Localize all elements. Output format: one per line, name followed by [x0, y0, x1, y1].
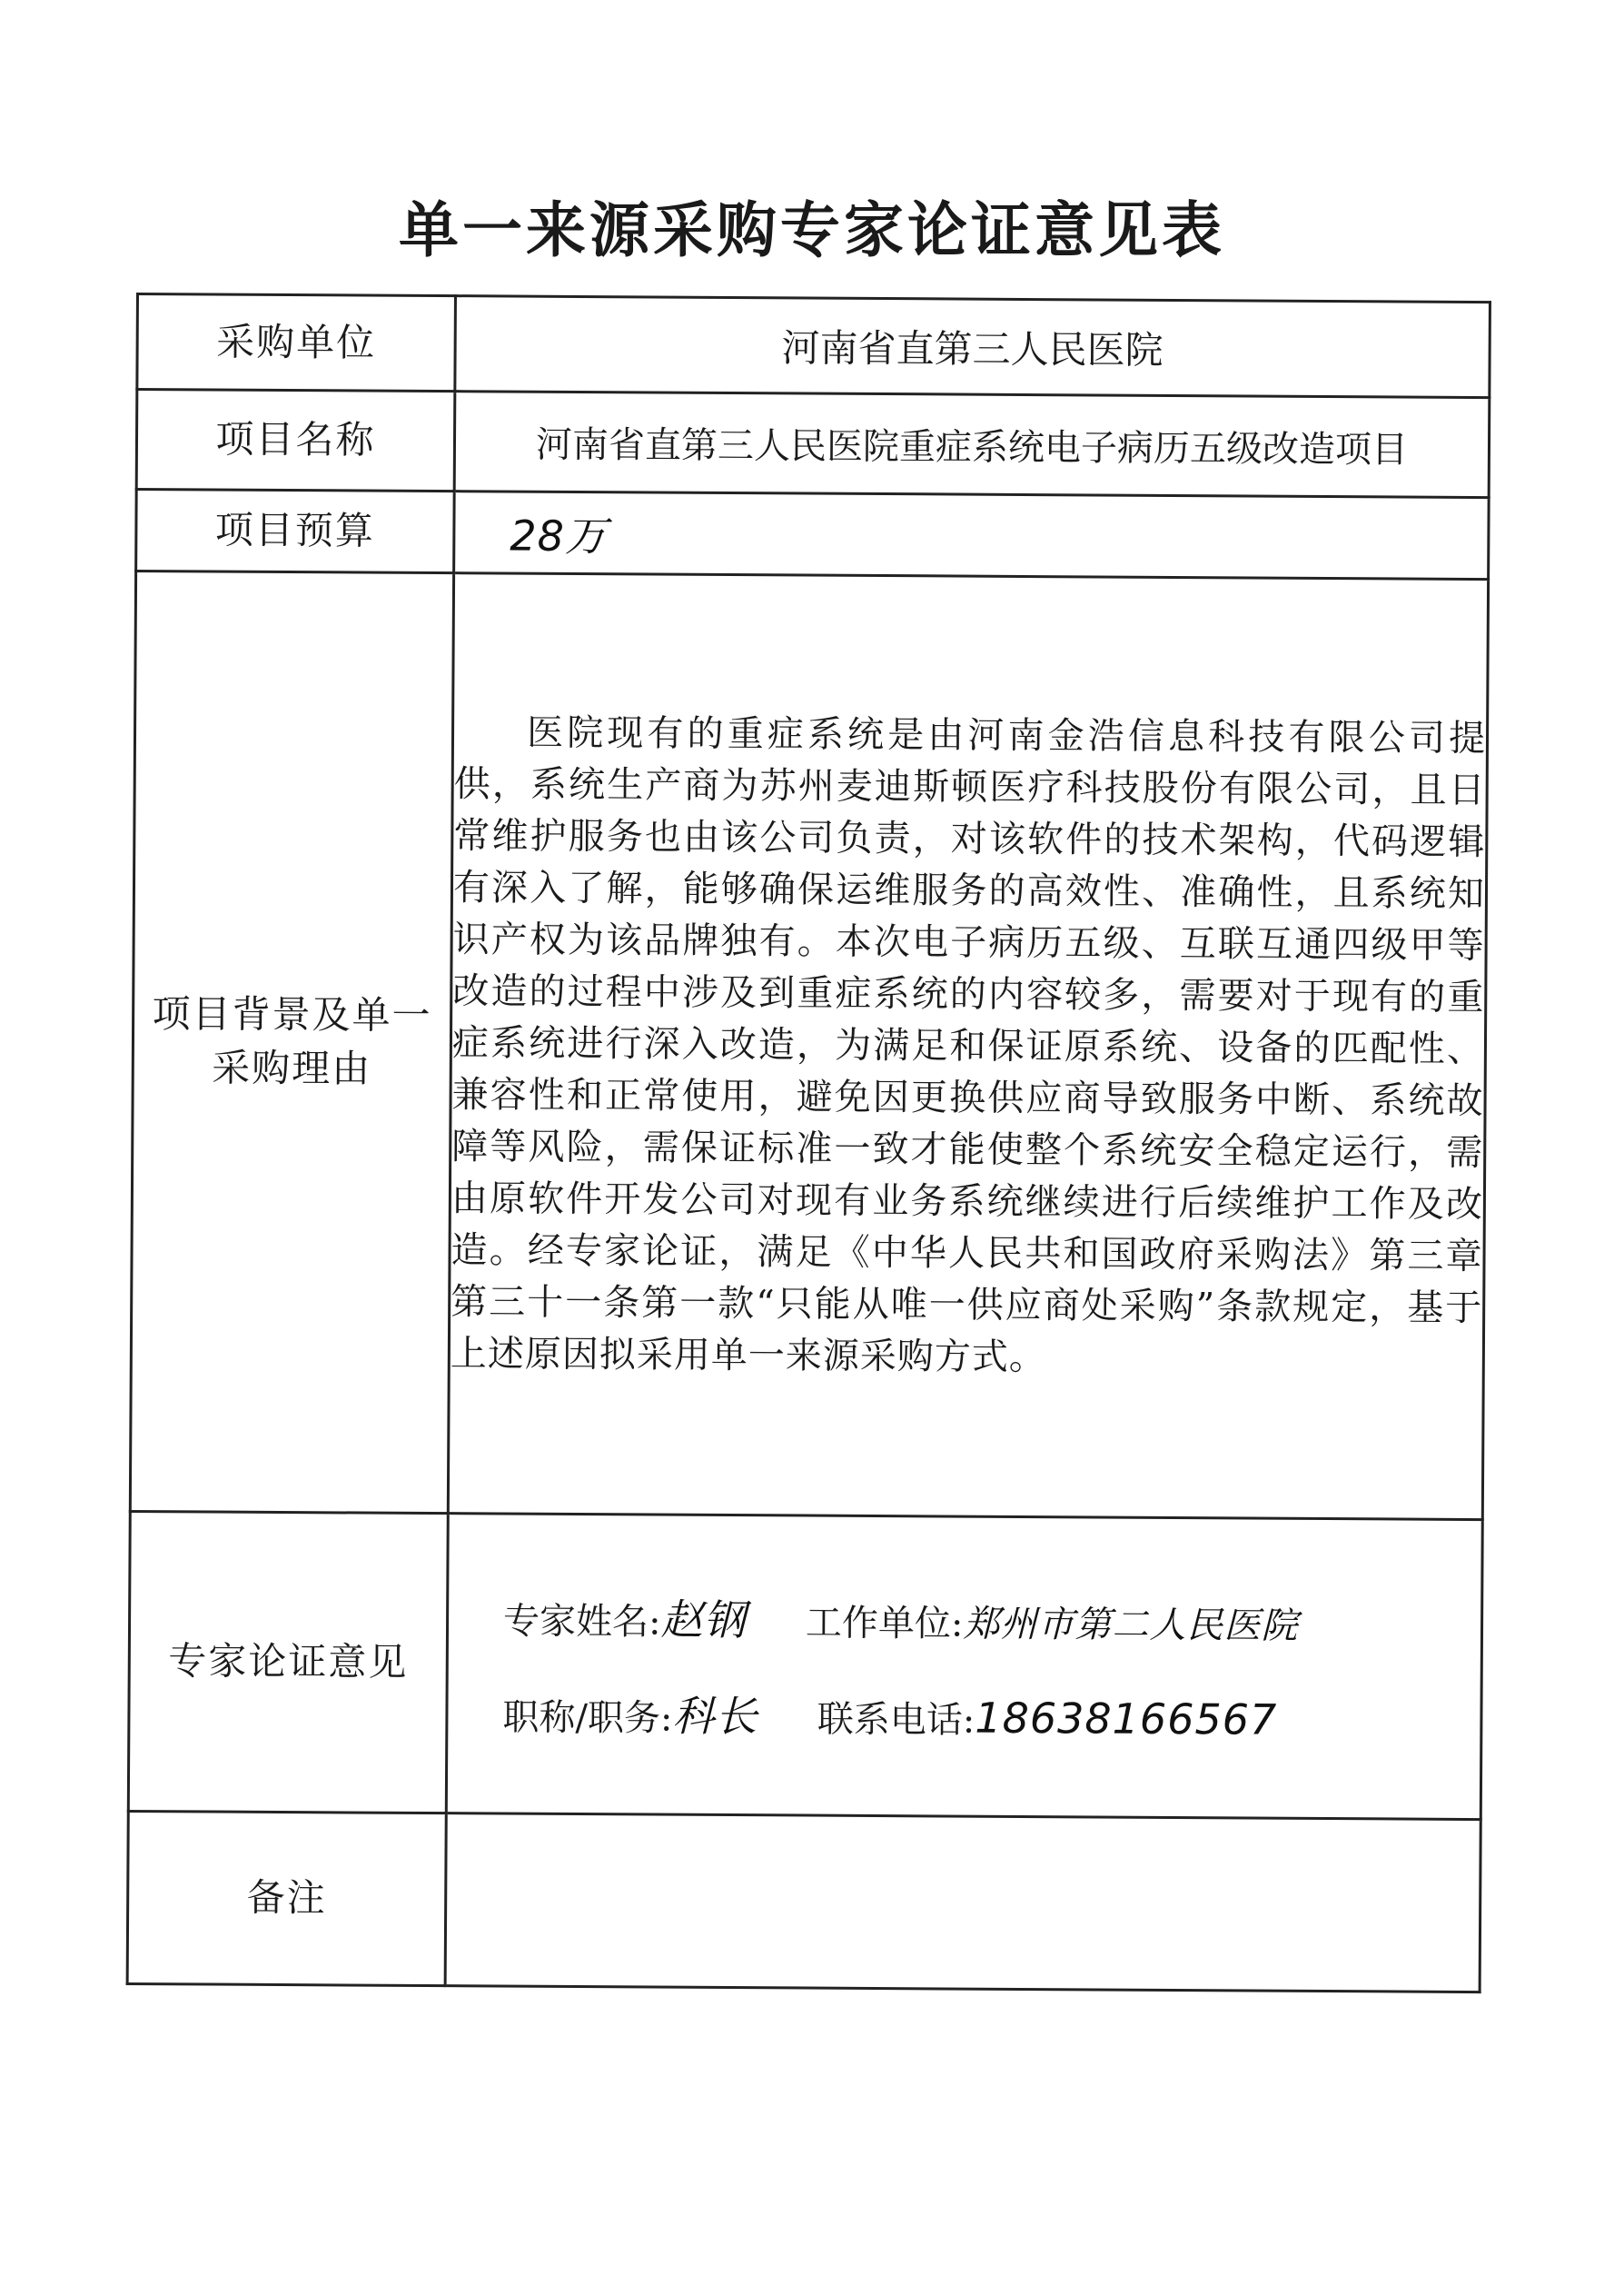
row-budget	[136, 490, 1490, 580]
background-label-line2: 采购理由	[212, 1045, 372, 1091]
background-label	[130, 571, 453, 1514]
expert-unit-value: 郑州市第二人民医院	[963, 1603, 1299, 1647]
expert-opinion-form	[126, 293, 1491, 1993]
expert-opinion	[446, 1514, 1482, 1820]
budget-label: 项目预算	[136, 490, 455, 573]
purchaser-value: 河南省直第三人民医院	[455, 296, 1490, 398]
expert-unit-label: 工作单位:	[805, 1602, 964, 1645]
row-purchaser	[137, 294, 1490, 398]
expert-line-1	[503, 1585, 1480, 1652]
expert-line-2	[502, 1682, 1480, 1748]
project-name-label: 项目名称	[136, 390, 455, 492]
expert-title-label: 职称/职务:	[502, 1695, 673, 1740]
expert-name-value: 赵钢	[660, 1595, 747, 1644]
background-label-line1: 项目背景及单一	[152, 991, 432, 1038]
row-remarks	[127, 1811, 1480, 1992]
expert-label: 专家论证意见	[128, 1511, 448, 1813]
remarks-value	[445, 1813, 1480, 1992]
purchaser-label: 采购单位	[137, 294, 456, 392]
row-project-name	[136, 390, 1490, 498]
budget-value-handwritten: 28万	[510, 511, 609, 561]
expert-phone-label: 联系电话:	[817, 1698, 975, 1742]
expert-phone-value: 18638166567	[975, 1693, 1278, 1744]
background-text: 医院现有的重症系统是由河南金浩信息科技有限公司提供，系统生产商为苏州麦迪斯顿医疗科技股份有限公司，且日常维护服务也由该公司负责，对该软件的技术架构，代码逻辑有深入了解，能够确保运维服务的高效性、准确性，且系统知识产权为该品牌独有。本次电子病历五级、互联互通四级甲等改造的过程中涉及到重症系统的内容较多，需要对于现有的重症系统进行深入改造，为满足和保证原系统、设备的匹配性、兼容性和正常使用，避免因更换供应商导致服务中断、系统故障等风险，需保证标准一致才能使整个系统安全稳定运行，需由原软件开发公司对现有业务系统继续进行后续维护工作及改造。经专家论证，满足《中华人民共和国政府采购法》第三章第三十一条第一款“只能从唯一供应商处采购”条款规定，基于上述原因拟采用单一来源采购方式。	[448, 573, 1488, 1520]
form-title: 单一来源采购专家论证意见表	[399, 194, 1225, 265]
expert-title-value: 科长	[672, 1691, 758, 1741]
remarks-label: 备注	[127, 1811, 446, 1985]
expert-name-label: 专家姓名:	[502, 1599, 661, 1644]
project-name-value: 河南省直第三人民医院重症系统电子病历五级改造项目	[454, 392, 1490, 498]
row-expert	[128, 1511, 1482, 1819]
row-background	[130, 571, 1488, 1520]
